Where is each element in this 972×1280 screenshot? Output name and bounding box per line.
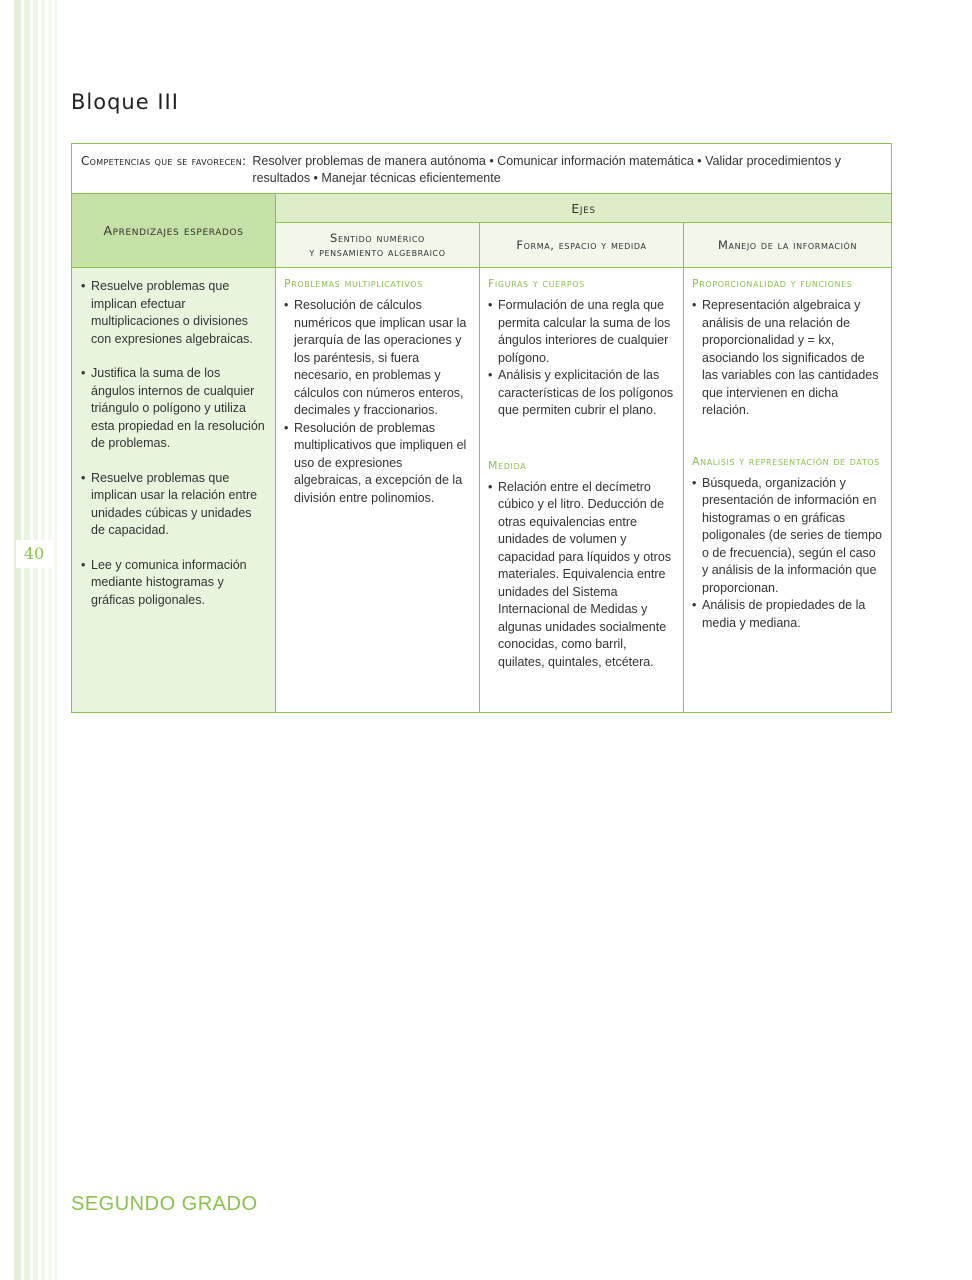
forma-column [480, 268, 684, 713]
forma-header: Forma, espacio y medida [480, 223, 684, 268]
medida-item: • Relación entre el decímetro cúbico y el litro. Deducción de otras equivalencias entre unidades de volumen y capacidad para líquidos y otros materiales. Equivalencia entre unidades del Sistema Internacional de Medidas y algunas unidades socialmente conocidas, como barril, quilates, quintales, etcétera. [488, 479, 676, 672]
sentido-header [276, 223, 480, 268]
sentido-item: • Resolución de cálculos numéricos que implican usar la jerarquía de las operaciones y los paréntesis, si fuera necesario, en problemas y cálculos con números enteros, decimales y fraccionarios. [284, 297, 472, 420]
sentido-header-line2: y pensamiento algebraico [309, 245, 446, 259]
page-number: 40 [16, 540, 52, 568]
proporcionalidad-subheading: Proporcionalidad y funciones [692, 277, 853, 290]
grade-footer: SEGUNDO GRADO [71, 1193, 258, 1215]
aprendizaje-item: • Lee y comunica información mediante histogramas y gráficas poligonales. [81, 557, 267, 610]
sentido-subheading: Problemas multiplicativos [284, 277, 423, 290]
manejo-column [684, 268, 892, 713]
manejo-header: Manejo de la información [684, 223, 892, 268]
competencias-text: Resolver problemas de manera autónoma • Comunicar información matemática • Validar procedimientos y resultados • Manejar técnicas eficientemente [252, 154, 842, 185]
aprendizaje-item: • Resuelve problemas que implican usar la relación entre unidades cúbicas y unidades de capacidad. [81, 470, 267, 540]
competencias-row [72, 144, 892, 194]
left-decorative-stripes [0, 0, 60, 1280]
proporcionalidad-item: • Representación algebraica y análisis de una relación de proporcionalidad y = kx, asociando los significados de las variables con las cantidades que intervienen en dicha relación. [692, 297, 884, 420]
analisis-item: • Análisis de propiedades de la media y mediana. [692, 597, 884, 632]
sentido-header-line1: Sentido numérico [330, 231, 425, 245]
analisis-datos-subheading: Análisis y representación de datos [692, 454, 880, 468]
analisis-item: • Búsqueda, organización y presentación de información en histogramas o en gráficas poligonales (de series de tiempo o de frecuencia), según el caso y análisis de la información que proporcionan. [692, 475, 884, 598]
figuras-item: • Análisis y explicitación de las características de los polígonos que permiten cubrir el plano. [488, 367, 676, 420]
aprendizajes-column [72, 268, 276, 713]
ejes-header: Ejes [276, 194, 892, 223]
figuras-item: • Formulación de una regla que permita calcular la suma de los ángulos interiores de cualquier polígono. [488, 297, 676, 367]
aprendizaje-item: • Resuelve problemas que implican efectuar multiplicaciones o divisiones con expresiones algebraicas. [81, 278, 267, 348]
aprendizajes-header: Aprendizajes esperados [72, 194, 276, 268]
curriculum-table [71, 143, 892, 713]
aprendizaje-item: • Justifica la suma de los ángulos internos de cualquier triángulo o polígono y utiliza esta propiedad en la resolución de problemas. [81, 365, 267, 453]
sentido-item: • Resolución de problemas multiplicativos que impliquen el uso de expresiones algebraicas, a excepción de la división entre polinomios. [284, 420, 472, 508]
sentido-column [276, 268, 480, 713]
medida-subheading: Medida [488, 458, 527, 472]
competencias-label: Competencias que se favorecen: [81, 154, 247, 168]
page-title: Bloque III [71, 90, 179, 114]
figuras-subheading: Figuras y cuerpos [488, 277, 585, 290]
